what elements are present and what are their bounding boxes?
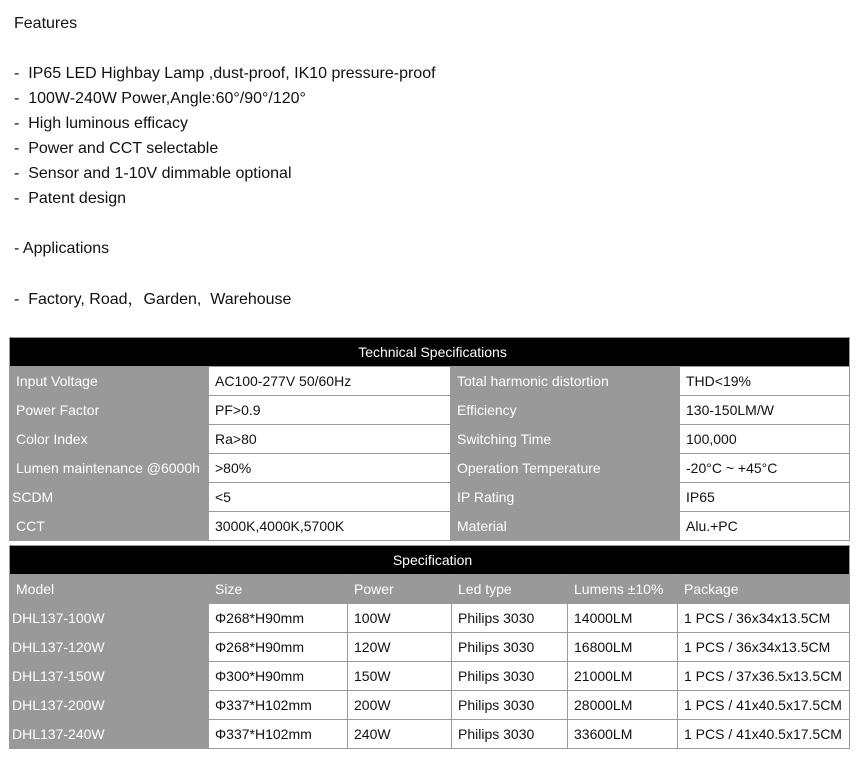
spec-value: Ra>80 bbox=[209, 425, 451, 454]
table-row bbox=[10, 512, 850, 541]
spec-label: SCDM bbox=[10, 483, 209, 512]
spec-value: 3000K,4000K,5700K bbox=[209, 512, 451, 541]
package-cell: 1 PCS / 37x36.5x13.5CM bbox=[678, 662, 850, 691]
table-row bbox=[10, 604, 850, 633]
applications-list: - Factory, Road，Garden, Warehouse bbox=[14, 291, 292, 308]
specification-table bbox=[9, 545, 850, 749]
spec-value: 130-150LM/W bbox=[680, 396, 850, 425]
lumens-cell: 21000LM bbox=[568, 662, 678, 691]
spec-label: CCT bbox=[10, 512, 209, 541]
package-cell: 1 PCS / 41x40.5x17.5CM bbox=[678, 691, 850, 720]
led-type-cell: Philips 3030 bbox=[452, 720, 568, 749]
spec-label: Material bbox=[451, 512, 680, 541]
lumens-cell: 33600LM bbox=[568, 720, 678, 749]
model-cell: DHL137-120W bbox=[10, 633, 209, 662]
package-cell: 1 PCS / 41x40.5x17.5CM bbox=[678, 720, 850, 749]
spec-label: Lumen maintenance @6000h bbox=[10, 454, 209, 483]
column-header: Lumens ±10% bbox=[568, 575, 678, 604]
spec-label: Input Voltage bbox=[10, 367, 209, 396]
column-header: Led type bbox=[452, 575, 568, 604]
spec-label: Operation Temperature bbox=[451, 454, 680, 483]
column-header: Model bbox=[10, 575, 209, 604]
table-row bbox=[10, 367, 850, 396]
spec-label: Color Index bbox=[10, 425, 209, 454]
led-type-cell: Philips 3030 bbox=[452, 662, 568, 691]
power-cell: 240W bbox=[348, 720, 452, 749]
table-row bbox=[10, 483, 850, 512]
table-header-row bbox=[10, 575, 850, 604]
spec-value: -20°C ~ +45°C bbox=[680, 454, 850, 483]
feature-item: - Patent design bbox=[14, 190, 127, 207]
spec-value: <5 bbox=[209, 483, 451, 512]
specification-title: Specification bbox=[10, 546, 850, 575]
technical-specifications-title: Technical Specifications bbox=[10, 338, 850, 367]
size-cell: Φ300*H90mm bbox=[209, 662, 348, 691]
column-header: Package bbox=[678, 575, 850, 604]
table-row bbox=[10, 662, 850, 691]
spec-value: THD<19% bbox=[680, 367, 850, 396]
table-row bbox=[10, 633, 850, 662]
size-cell: Φ337*H102mm bbox=[209, 691, 348, 720]
package-cell: 1 PCS / 36x34x13.5CM bbox=[678, 633, 850, 662]
column-header: Size bbox=[209, 575, 348, 604]
feature-item: - Power and CCT selectable bbox=[14, 140, 219, 157]
power-cell: 150W bbox=[348, 662, 452, 691]
table-row bbox=[10, 396, 850, 425]
power-cell: 200W bbox=[348, 691, 452, 720]
lumens-cell: 16800LM bbox=[568, 633, 678, 662]
features-heading: Features bbox=[14, 15, 78, 32]
spec-value: IP65 bbox=[680, 483, 850, 512]
model-cell: DHL137-100W bbox=[10, 604, 209, 633]
power-cell: 120W bbox=[348, 633, 452, 662]
led-type-cell: Philips 3030 bbox=[452, 633, 568, 662]
lumens-cell: 28000LM bbox=[568, 691, 678, 720]
lumens-cell: 14000LM bbox=[568, 604, 678, 633]
size-cell: Φ268*H90mm bbox=[209, 604, 348, 633]
feature-item: - High luminous efficacy bbox=[14, 115, 188, 132]
spec-value: >80% bbox=[209, 454, 451, 483]
spec-label: Switching Time bbox=[451, 425, 680, 454]
feature-item: - 100W-240W Power,Angle:60°/90°/120° bbox=[14, 90, 306, 107]
spec-label: Efficiency bbox=[451, 396, 680, 425]
spec-value: PF>0.9 bbox=[209, 396, 451, 425]
technical-specifications-table bbox=[9, 337, 850, 541]
spec-label: IP Rating bbox=[451, 483, 680, 512]
table-row bbox=[10, 425, 850, 454]
feature-item: - IP65 LED Highbay Lamp ,dust-proof, IK10 pressure-proof bbox=[14, 65, 436, 82]
package-cell: 1 PCS / 36x34x13.5CM bbox=[678, 604, 850, 633]
model-cell: DHL137-200W bbox=[10, 691, 209, 720]
led-type-cell: Philips 3030 bbox=[452, 604, 568, 633]
power-cell: 100W bbox=[348, 604, 452, 633]
spec-label: Power Factor bbox=[10, 396, 209, 425]
applications-heading: - Applications bbox=[14, 240, 110, 257]
size-cell: Φ337*H102mm bbox=[209, 720, 348, 749]
table-row bbox=[10, 720, 850, 749]
size-cell: Φ268*H90mm bbox=[209, 633, 348, 662]
spec-value: Alu.+PC bbox=[680, 512, 850, 541]
model-cell: DHL137-150W bbox=[10, 662, 209, 691]
feature-item: - Sensor and 1-10V dimmable optional bbox=[14, 165, 292, 182]
spec-label: Total harmonic distortion bbox=[451, 367, 680, 396]
model-cell: DHL137-240W bbox=[10, 720, 209, 749]
spec-value: 100,000 bbox=[680, 425, 850, 454]
led-type-cell: Philips 3030 bbox=[452, 691, 568, 720]
table-row bbox=[10, 691, 850, 720]
column-header: Power bbox=[348, 575, 452, 604]
table-row bbox=[10, 454, 850, 483]
spec-value: AC100-277V 50/60Hz bbox=[209, 367, 451, 396]
